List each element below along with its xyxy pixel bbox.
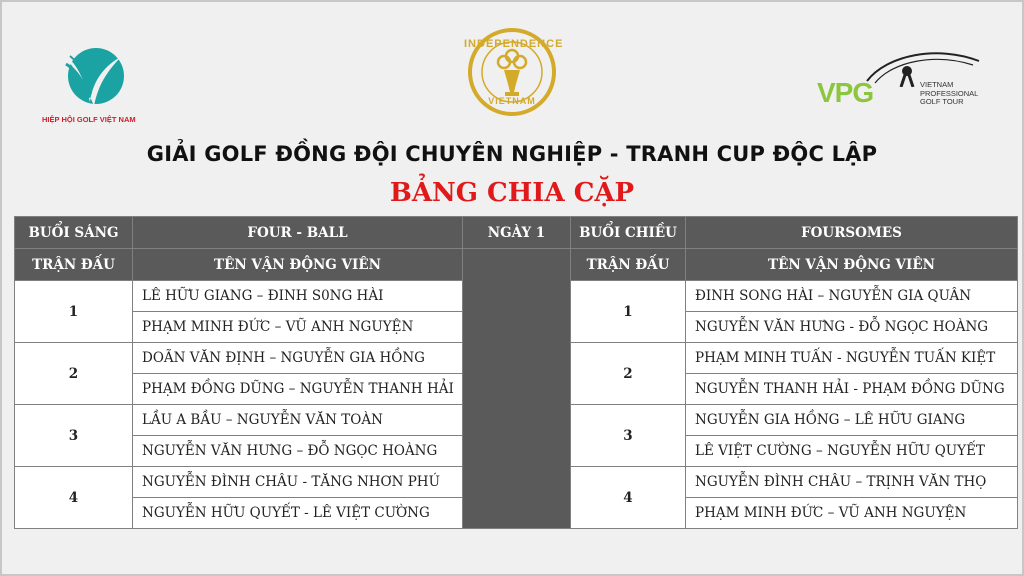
morning-pair: NGUYỄN ĐÌNH CHÂU - TĂNG NHƠN PHÚ	[133, 467, 463, 498]
day-gap-column	[463, 249, 571, 529]
vpg-tagline-line: VIETNAM	[920, 80, 954, 89]
afternoon-session-header: BUỔI CHIỀU	[571, 217, 686, 249]
independence-cup-logo	[464, 26, 564, 118]
morning-session-header: BUỔI SÁNG	[15, 217, 133, 249]
morning-match-number: 3	[15, 405, 133, 467]
mid-logo-bottom-text: VIETNAM	[488, 96, 536, 106]
vietnam-golf-association-logo	[42, 42, 142, 127]
page	[2, 2, 1022, 574]
tournament-title: GIẢI GOLF ĐỒNG ĐỘI CHUYÊN NGHIỆP - TRANH CUP ĐỘC LẬP	[146, 142, 878, 166]
vpg-tagline-line: PROFESSIONAL	[920, 88, 979, 98]
vpg-logo	[817, 47, 997, 117]
table-subheader-row	[15, 249, 1018, 281]
afternoon-match-number: 3	[571, 405, 686, 467]
vpg-tagline-line: GOLF TOUR	[920, 97, 964, 106]
mid-logo-top-text: INDEPENDENCE	[464, 38, 564, 50]
afternoon-pair: NGUYỄN VĂN HƯNG - ĐỖ NGỌC HOÀNG	[686, 312, 1018, 343]
afternoon-pair: LÊ VIỆT CƯỜNG – NGUYỄN HỮU QUYẾT	[686, 436, 1018, 467]
pairings-table	[14, 216, 1018, 529]
morning-pair: LẦU A BẦU – NGUYỄN VĂN TOÀN	[133, 405, 463, 436]
afternoon-pair: PHẠM MINH ĐỨC – VŨ ANH NGUYỆN	[686, 498, 1018, 529]
afternoon-match-header: TRẬN ĐẤU	[571, 249, 686, 281]
morning-match-header: TRẬN ĐẤU	[15, 249, 133, 281]
afternoon-match-number: 4	[571, 467, 686, 529]
afternoon-pair: NGUYỄN ĐÌNH CHÂU – TRỊNH VĂN THỌ	[686, 467, 1018, 498]
morning-pair: PHẠM ĐỒNG DŨNG – NGUYỄN THANH HẢI	[133, 374, 463, 405]
vpg-brand: VPG	[817, 77, 874, 108]
morning-pair: LÊ HỮU GIANG – ĐINH S0NG HÀI	[133, 281, 463, 312]
afternoon-match-number: 2	[571, 343, 686, 405]
vpg-tagline	[920, 81, 1010, 107]
pairings-title: BẢNG CHIA CẶP	[389, 178, 635, 208]
morning-match-number: 2	[15, 343, 133, 405]
day-header: NGÀY 1	[463, 217, 571, 249]
afternoon-pair: NGUYỄN THANH HẢI - PHẠM ĐỒNG DŨNG	[686, 374, 1018, 405]
morning-pair: NGUYỄN VĂN HƯNG – ĐỖ NGỌC HOÀNG	[133, 436, 463, 467]
afternoon-players-header: TÊN VẬN ĐỘNG VIÊN	[686, 249, 1018, 281]
afternoon-pair: NGUYỄN GIA HỒNG – LÊ HỮU GIANG	[686, 405, 1018, 436]
morning-match-number: 1	[15, 281, 133, 343]
afternoon-pair: PHẠM MINH TUẤN - NGUYỄN TUẤN KIỆT	[686, 343, 1018, 374]
table-header-row	[15, 217, 1018, 249]
vga-emblem-icon	[56, 42, 128, 114]
morning-pair: DOÃN VĂN ĐỊNH – NGUYỄN GIA HỒNG	[133, 343, 463, 374]
morning-pair: NGUYỄN HỮU QUYẾT - LÊ VIỆT CƯỜNG	[133, 498, 463, 529]
morning-match-number: 4	[15, 467, 133, 529]
morning-format-header: FOUR - BALL	[133, 217, 463, 249]
afternoon-format-header: FOURSOMES	[686, 217, 1018, 249]
afternoon-match-number: 1	[571, 281, 686, 343]
morning-pair: PHẠM MINH ĐỨC – VŨ ANH NGUYỆN	[133, 312, 463, 343]
vga-caption: HIỆP HỘI GOLF VIỆT NAM	[42, 115, 136, 124]
morning-players-header: TÊN VẬN ĐỘNG VIÊN	[133, 249, 463, 281]
afternoon-pair: ĐINH SONG HÀI – NGUYỄN GIA QUÂN	[686, 281, 1018, 312]
